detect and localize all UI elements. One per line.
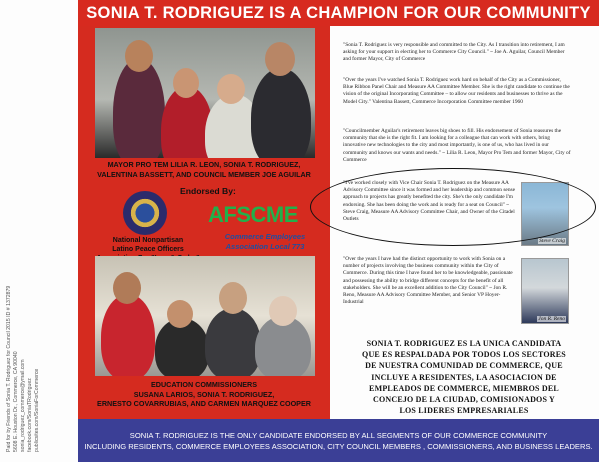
title-banner [78, 0, 599, 26]
person-head [217, 74, 245, 104]
group-photo-top [95, 28, 315, 158]
spanish-line: DE NUESTRA COMUNIDAD DE COMMERCE, QUE [365, 361, 563, 371]
caption-line: EDUCATION COMMISSIONERS [150, 380, 258, 389]
caption-line: SUSANA LARIOS, SONIA T. RODRIGUEZ, [133, 389, 275, 399]
person-figure [113, 58, 165, 158]
footer-line: SONIA T. RODRIGUEZ IS THE ONLY CANDIDATE ENDORSED BY ALL SEGMENTS OF OUR COMMERCE COMMUNITY [129, 430, 548, 440]
quote-reno [343, 256, 515, 306]
org-line: Commerce Employees [224, 232, 306, 241]
caption-line: VALENTINA BASSETT, AND COUNCIL MEMBER JOE AGUILAR [97, 169, 311, 179]
person-figure [101, 294, 155, 376]
caption-line: MAYOR PRO TEM LILIA R. LEON, SONIA T. RODRIGUEZ, [107, 160, 301, 169]
disclaimer-line: 5608 E. Houston Dr., Commerce, CA 90040 [13, 351, 19, 452]
spanish-line: QUE ES RESPALDADA POR TODOS LOS SECTORES [362, 350, 566, 360]
headshot-label: Steve Craig [539, 238, 565, 244]
quote-text: "Over the years I have had the distinct opportunity to work with Sonia on a number of projects involving the business community within the City of Commerce. During this time I have found her to be knowledgeable, passionate and possessing the ability to bridge different concepts for the benefit of all stakeholders. She will be an excellent addition to the City Council" ~ Jon R. Reno, Measure AA Advisory Committee Member, and Senior VP Hoyer-Industrial [343, 256, 513, 306]
hand-drawn-circle [310, 168, 596, 246]
person-head [167, 300, 193, 328]
person-figure [251, 68, 311, 158]
spanish-statement [348, 338, 580, 416]
org-line: Latino Peace Officers [112, 246, 184, 253]
quote-text: "Over the years I've watched Sonia T. Rodriguez work hard on behalf of the City as a Commissioner, Blue Ribbon Panel Chair and Measure AA Committee Member. She is the right candidate to continue the vision of the original Incorporating Committee – to allow our residents and businesses to thrive as the Model City." Valentina Bassett, Commerce Incorporation Committee member 1960 [343, 77, 570, 105]
person-head [125, 40, 153, 72]
headshot-label: Jon R. Reno [538, 316, 565, 322]
quote-text: "Councilmember Aguilar's retirement leaves big shoes to fill. His endorsement of Sonia reassures the community that she is the right fit. I am looking for a colleague that can work with others, bring innovative new technologies to the city and most importantly, is one of us, who has lived in our community and knows our wants and needs." ~ Lilia R. Leon, Mayor Pro Tem and former Mayor, City of Commerce [343, 128, 571, 163]
quote-leon [343, 128, 571, 164]
spanish-line: INCLUYE A RESIDENTES, LA ASOCIACION DE [371, 372, 557, 382]
bottom-photo-caption [84, 380, 324, 409]
quote-text: "Sonia T. Rodriguez is very responsible and committed to the City. As I transition into retirement, I am asking for your support in electing her to Commerce City Council." ~ Joe A. Aguilar, Council Member and former Mayor, City of Commerce [343, 42, 565, 63]
spanish-line: LOS LIDERES EMPRESARIALES [399, 406, 529, 416]
quote-bassett [343, 77, 571, 106]
quote-aguilar [343, 42, 571, 64]
person-head [113, 272, 141, 304]
disclaimer-line: sonia_rodriguez_commerce@ymail.com [20, 359, 26, 452]
endorsed-by-label: Endorsed By: [180, 186, 236, 196]
disclaimer-line: publicsites.com/SoniaForCommerce [34, 368, 40, 452]
spanish-line: SONIA T. RODRIGUEZ ES LA UNICA CANDIDATA [366, 339, 562, 348]
flyer-title: SONIA T. RODRIGUEZ IS A CHAMPION FOR OUR COMMUNITY [86, 3, 591, 22]
disclaimer-line: facebook.com/SoniaTRodriguez [27, 378, 33, 452]
afscme-logo: AFSCME [208, 202, 298, 227]
footer-line: INCLUDING RESIDENTS, COMMERCE EMPLOYEES ASSOCIATION, CITY COUNCIL MEMBERS , COMMISSIONERS, AND BUSINESS LEADERS. [84, 441, 593, 451]
person-head [265, 42, 295, 76]
person-head [219, 282, 247, 314]
peace-officers-badge-logo [123, 191, 167, 235]
paid-for-disclaimer [6, 286, 41, 452]
person-head [269, 296, 297, 326]
caption-line: ERNESTO COVARRUBIAS, AND CARMEN MARQUEZ COOPER [97, 399, 311, 408]
org-line: National Nonpartisan [112, 237, 184, 244]
person-figure [205, 308, 261, 376]
spanish-line: CONCEJO DE LA CIUDAD, COMISIONADOS Y [372, 395, 556, 405]
top-photo-caption [84, 160, 324, 179]
footer-banner [78, 419, 599, 462]
group-photo-bottom [95, 256, 315, 376]
quote-text: "I've worked closely with Vice Chair Sonia T. Rodriguez on the Measure AA Advisory Committee since it was formed and her leadership and common sense approach to projects has greatly benefited the city. She's the only candidate I'm endorsing. She has been doing the work and is ready for a seat on Council" ~ Steve Craig, Measure AA Advisory Committee Chair, and Owner of the Citadel Outlets [343, 180, 516, 223]
person-head [173, 68, 199, 98]
org-line: Association Local 773 [225, 242, 305, 251]
headshot-jon-reno [521, 258, 569, 324]
spanish-line: EMPLEADOS DE COMMERCE, MIEMBROS DEL [369, 383, 559, 393]
afscme-local-label [206, 232, 324, 252]
disclaimer-line: Paid for by Friends of Sonia T. Rodriguez for Council 2015 ID # 1372879 [6, 285, 12, 452]
